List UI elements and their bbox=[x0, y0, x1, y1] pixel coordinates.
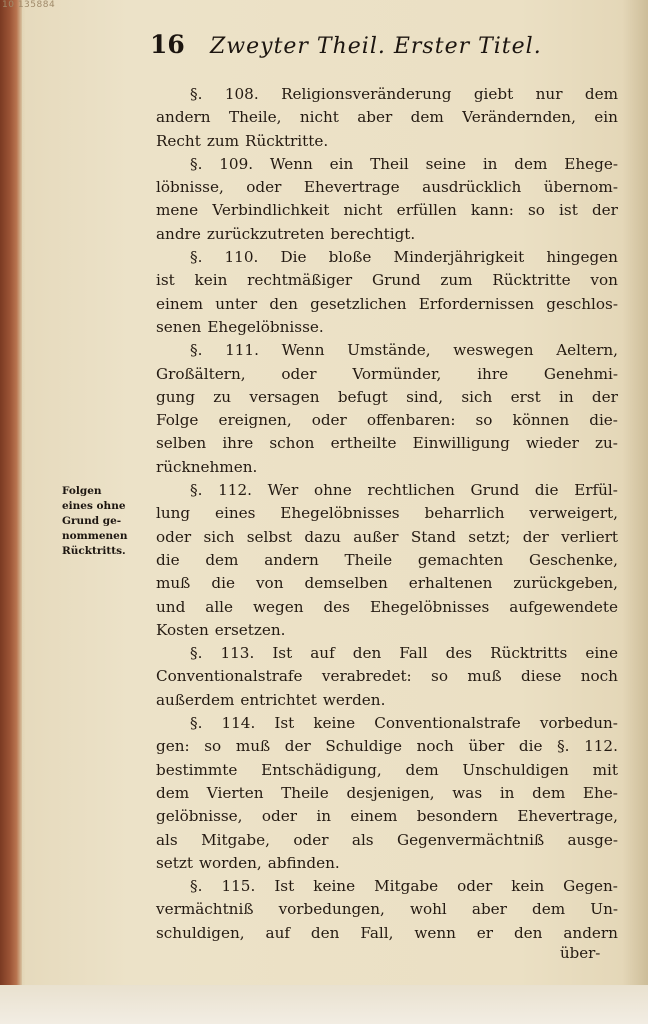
page-bottom-margin bbox=[0, 985, 648, 1024]
word: der bbox=[591, 387, 618, 406]
word: andern bbox=[264, 550, 319, 569]
word: ausge- bbox=[567, 830, 618, 849]
word: Vierten bbox=[206, 783, 264, 802]
word: ausdrücklich bbox=[422, 178, 522, 197]
word: Wer bbox=[267, 481, 299, 500]
word: ohne bbox=[313, 481, 352, 500]
word: wenn bbox=[414, 923, 456, 942]
text-line bbox=[156, 409, 618, 432]
word: rechtmäßiger bbox=[247, 271, 353, 290]
text-line bbox=[156, 176, 618, 199]
word: dem bbox=[205, 550, 239, 569]
word: die bbox=[156, 550, 180, 569]
word: Grund bbox=[470, 481, 520, 500]
text-line bbox=[156, 502, 618, 525]
word: den bbox=[513, 923, 543, 942]
word: keine bbox=[313, 877, 356, 896]
text-line bbox=[156, 852, 618, 875]
word: eines bbox=[215, 504, 256, 523]
word: hingegen bbox=[546, 248, 618, 267]
text-line bbox=[156, 526, 618, 549]
word: Conventionalstrafe bbox=[156, 667, 303, 686]
word: selbst bbox=[246, 527, 293, 546]
word: die bbox=[534, 481, 559, 500]
word: zu- bbox=[595, 434, 618, 453]
word: so bbox=[527, 201, 545, 220]
word: setzt bbox=[156, 853, 193, 872]
word: Ehevertrage, bbox=[517, 807, 618, 826]
word: erst bbox=[510, 387, 541, 406]
word: Wenn bbox=[281, 341, 325, 360]
word: andre bbox=[156, 224, 201, 243]
text-line bbox=[156, 642, 618, 665]
word: Ist bbox=[274, 714, 295, 733]
word: Gegenvermächtniß bbox=[397, 830, 545, 849]
word: beharrlich bbox=[424, 504, 505, 523]
word: was bbox=[452, 783, 483, 802]
word: verliert bbox=[561, 527, 618, 546]
word: nicht bbox=[299, 108, 339, 127]
word: mene bbox=[156, 201, 199, 220]
word: aufgewendete bbox=[509, 597, 618, 616]
word: §. bbox=[190, 154, 203, 173]
word: in bbox=[499, 783, 515, 802]
text-line bbox=[156, 875, 618, 898]
word: rechtlichen bbox=[367, 481, 455, 500]
word: zurückgeben, bbox=[513, 574, 618, 593]
word: Verändernden, bbox=[462, 108, 576, 127]
word: sich bbox=[461, 387, 493, 406]
word: oder bbox=[246, 178, 282, 197]
word: löbnisse, bbox=[156, 178, 224, 197]
text-line bbox=[156, 619, 618, 642]
word: als bbox=[156, 830, 178, 849]
word: Grund bbox=[371, 271, 421, 290]
word: den bbox=[352, 644, 382, 663]
word: in bbox=[316, 807, 331, 826]
word: ein bbox=[329, 154, 354, 173]
word: Gegen- bbox=[563, 877, 618, 896]
word: ertheilte bbox=[330, 434, 397, 453]
word: nicht bbox=[343, 201, 383, 220]
text-line bbox=[156, 479, 618, 502]
word: sich bbox=[203, 527, 235, 546]
word: als bbox=[351, 830, 374, 849]
word: Conventionalstrafe bbox=[374, 714, 521, 733]
text-line bbox=[156, 153, 618, 176]
word: versagen bbox=[249, 387, 320, 406]
word: rücknehmen. bbox=[156, 457, 258, 476]
text-line bbox=[156, 922, 618, 945]
word: Ist bbox=[274, 877, 295, 896]
word: 110. bbox=[224, 248, 259, 267]
word: Geschenke, bbox=[528, 550, 618, 569]
word: aber bbox=[471, 900, 507, 919]
word: muß bbox=[235, 737, 271, 756]
word: andern bbox=[156, 108, 211, 127]
word: gelöbnisse, bbox=[156, 807, 243, 826]
word: Unschuldigen bbox=[462, 760, 569, 779]
word: auf bbox=[265, 923, 290, 942]
word: verweigert, bbox=[529, 504, 618, 523]
word: Theile bbox=[281, 783, 329, 802]
word: 114. bbox=[221, 714, 256, 733]
word: außer bbox=[353, 527, 399, 546]
word: dem bbox=[514, 154, 548, 173]
page-number: 16 bbox=[150, 30, 185, 59]
word: Ehegelöbnisses bbox=[369, 597, 490, 616]
word: Ehegelöbnisse. bbox=[207, 317, 324, 336]
text-line bbox=[156, 549, 618, 572]
word: der bbox=[284, 737, 311, 756]
text-line bbox=[156, 106, 618, 129]
word: offenbaren: bbox=[366, 411, 456, 430]
word: setzt; bbox=[468, 527, 511, 546]
margin-note-line: Rücktritts. bbox=[62, 545, 126, 557]
word: einem bbox=[350, 807, 398, 826]
word: Genehmi- bbox=[543, 364, 618, 383]
word: schuldigen, bbox=[156, 923, 245, 942]
word: einem bbox=[156, 294, 204, 313]
word: 112. bbox=[584, 737, 618, 756]
word: Un- bbox=[590, 900, 618, 919]
word: in bbox=[482, 154, 498, 173]
text-line bbox=[156, 665, 618, 688]
word: er bbox=[476, 923, 494, 942]
word: §. bbox=[190, 85, 203, 103]
word: Mitgabe bbox=[374, 877, 439, 896]
word: der bbox=[522, 527, 549, 546]
text-line bbox=[156, 223, 618, 246]
word: §. bbox=[190, 877, 203, 896]
word: berechtigt. bbox=[330, 224, 416, 243]
word: dem bbox=[532, 783, 566, 802]
word: muß bbox=[467, 667, 502, 686]
word: so bbox=[204, 737, 222, 756]
word: können bbox=[512, 411, 570, 430]
text-line bbox=[156, 456, 618, 479]
margin-note bbox=[62, 484, 148, 559]
margin-note-line: eines ohne bbox=[62, 500, 126, 512]
word: gesetzlichen bbox=[310, 294, 407, 313]
word: den bbox=[269, 294, 298, 313]
word: noch bbox=[580, 667, 618, 686]
word: dem bbox=[584, 85, 618, 103]
word: Verbindlichkeit bbox=[212, 201, 330, 220]
word: diese bbox=[521, 667, 562, 686]
word: Kosten bbox=[156, 620, 209, 639]
word: 112. bbox=[218, 481, 252, 500]
word: oder bbox=[293, 830, 329, 849]
word: ein bbox=[594, 108, 618, 127]
word: übernom- bbox=[543, 178, 618, 197]
text-line bbox=[156, 339, 618, 362]
word: 108. bbox=[224, 85, 259, 103]
text-line bbox=[156, 293, 618, 316]
word: Fall bbox=[399, 644, 428, 663]
word: muß bbox=[156, 574, 191, 593]
word: unter bbox=[215, 294, 258, 313]
text-line bbox=[156, 363, 618, 386]
word: gung bbox=[156, 387, 196, 406]
word: der bbox=[591, 201, 618, 220]
word: §. bbox=[557, 737, 570, 756]
word: oder bbox=[261, 807, 297, 826]
word: nur bbox=[535, 85, 563, 103]
word: Theile bbox=[344, 550, 393, 569]
word: Religionsveränderung bbox=[281, 85, 452, 103]
word: aber bbox=[357, 108, 393, 127]
word: außerdem bbox=[156, 690, 235, 709]
word: Theil bbox=[370, 154, 409, 173]
word: Rücktritts bbox=[490, 644, 568, 663]
word: lung bbox=[156, 504, 191, 523]
word: befugt bbox=[337, 387, 388, 406]
word: so bbox=[431, 667, 448, 686]
word: giebt bbox=[473, 85, 514, 103]
text-line bbox=[156, 83, 618, 106]
word: zurückzutreten bbox=[206, 224, 325, 243]
text-line bbox=[156, 898, 618, 921]
word: oder bbox=[156, 527, 192, 546]
word: §. bbox=[190, 644, 203, 663]
word: gemachten bbox=[417, 550, 504, 569]
word: Ist bbox=[272, 644, 293, 663]
word: ereignen, bbox=[218, 411, 292, 430]
word: zum bbox=[206, 131, 240, 150]
text-line bbox=[156, 735, 618, 758]
word: auf bbox=[310, 644, 335, 663]
word: Theile, bbox=[228, 108, 282, 127]
text-line bbox=[156, 596, 618, 619]
word: §. bbox=[190, 248, 203, 267]
word: die bbox=[518, 737, 543, 756]
text-line bbox=[156, 130, 618, 153]
word: Einwilligung bbox=[412, 434, 510, 453]
word: über bbox=[468, 737, 505, 756]
word: dem bbox=[532, 900, 566, 919]
word: dazu bbox=[304, 527, 341, 546]
text-line bbox=[156, 712, 618, 735]
word: ersetzen. bbox=[214, 620, 286, 639]
word: Ehevertrage bbox=[303, 178, 400, 197]
word: Entschädigung, bbox=[261, 760, 382, 779]
word: die- bbox=[589, 411, 618, 430]
word: schon bbox=[269, 434, 315, 453]
word: oder bbox=[457, 877, 493, 896]
margin-note-line: Folgen bbox=[62, 485, 102, 497]
word: kein bbox=[194, 271, 228, 290]
word: von bbox=[590, 271, 618, 290]
word: werden. bbox=[322, 690, 386, 709]
word: worden, bbox=[199, 853, 262, 872]
word: erfüllen bbox=[396, 201, 457, 220]
word: §. bbox=[190, 341, 203, 360]
text-line bbox=[156, 386, 618, 409]
margin-note-line: Grund ge- bbox=[62, 515, 122, 527]
text-line bbox=[156, 316, 618, 339]
word: besondern bbox=[416, 807, 498, 826]
word: alle bbox=[205, 597, 234, 616]
word: vorbedungen, bbox=[278, 900, 385, 919]
word: Aeltern, bbox=[556, 341, 618, 360]
word: senen bbox=[156, 317, 202, 336]
word: von bbox=[255, 574, 284, 593]
word: seine bbox=[425, 154, 466, 173]
word: vermächtniß bbox=[156, 900, 254, 919]
word: erhaltenen bbox=[408, 574, 493, 593]
word: zum bbox=[440, 271, 473, 290]
word: Mitgabe, bbox=[201, 830, 270, 849]
word: Erfordernissen bbox=[418, 294, 535, 313]
text-line bbox=[156, 759, 618, 782]
word: Ehege- bbox=[564, 154, 618, 173]
word: Ehe- bbox=[582, 783, 618, 802]
word: Umstände, bbox=[347, 341, 431, 360]
word: wieder bbox=[526, 434, 579, 453]
margin-note-line: nommenen bbox=[62, 530, 128, 542]
word: oder bbox=[311, 411, 347, 430]
word: Rücktritte. bbox=[245, 131, 329, 150]
word: abfinden. bbox=[267, 853, 340, 872]
word: andern bbox=[563, 923, 618, 942]
word: Fall, bbox=[360, 923, 394, 942]
word: Minderjährigkeit bbox=[393, 248, 525, 267]
word: Großältern, bbox=[156, 364, 246, 383]
text-line bbox=[156, 432, 618, 455]
word: weswegen bbox=[453, 341, 534, 360]
library-stamp: 10 135884 bbox=[2, 0, 56, 10]
running-head: Zweyter Theil. Erster Titel. bbox=[210, 34, 542, 59]
word: sind, bbox=[406, 387, 444, 406]
word: §. bbox=[190, 714, 203, 733]
word: Die bbox=[280, 248, 307, 267]
word: 115. bbox=[221, 877, 256, 896]
word: Vormünder, bbox=[352, 364, 442, 383]
word: §. bbox=[190, 481, 203, 500]
word: desjenigen, bbox=[346, 783, 435, 802]
word: Erfül- bbox=[574, 481, 618, 500]
word: ihre bbox=[222, 434, 254, 453]
text-line bbox=[156, 782, 618, 805]
word: dem bbox=[156, 783, 190, 802]
word: Wenn bbox=[269, 154, 313, 173]
word: in bbox=[559, 387, 574, 406]
word: zu bbox=[213, 387, 232, 406]
word: Ehegelöbnisses bbox=[280, 504, 400, 523]
word: wegen bbox=[253, 597, 304, 616]
text-line bbox=[156, 805, 618, 828]
word: ihre bbox=[477, 364, 509, 383]
word: 109. bbox=[219, 154, 254, 173]
text-line bbox=[156, 246, 618, 269]
word: und bbox=[156, 597, 186, 616]
catchword: über- bbox=[560, 944, 601, 962]
word: entrichtet bbox=[240, 690, 317, 709]
word: mit bbox=[592, 760, 618, 779]
word: kann: bbox=[470, 201, 514, 220]
word: eine bbox=[585, 644, 618, 663]
text-line bbox=[156, 269, 618, 292]
word: dem bbox=[405, 760, 439, 779]
book-spine-edge bbox=[0, 0, 22, 985]
word: vorbedun- bbox=[539, 714, 618, 733]
word: wohl bbox=[410, 900, 447, 919]
word: Folge bbox=[156, 411, 199, 430]
word: die bbox=[211, 574, 235, 593]
word: Recht bbox=[156, 131, 201, 150]
word: Stand bbox=[410, 527, 456, 546]
word: 111. bbox=[225, 341, 259, 360]
word: bloße bbox=[328, 248, 372, 267]
word: den bbox=[310, 923, 340, 942]
word: Rücktritte bbox=[492, 271, 571, 290]
word: geschlos- bbox=[546, 294, 618, 313]
word: selben bbox=[156, 434, 207, 453]
text-line bbox=[156, 199, 618, 222]
body-text bbox=[156, 83, 618, 945]
word: 113. bbox=[220, 644, 255, 663]
word: noch bbox=[416, 737, 454, 756]
word: dem bbox=[410, 108, 444, 127]
word: oder bbox=[281, 364, 317, 383]
text-line bbox=[156, 572, 618, 595]
page-header bbox=[150, 30, 620, 66]
word: verabredet: bbox=[321, 667, 412, 686]
word: bestimmte bbox=[156, 760, 238, 779]
text-line bbox=[156, 829, 618, 852]
word: ist bbox=[156, 271, 175, 290]
text-line bbox=[156, 689, 618, 712]
word: gen: bbox=[156, 737, 190, 756]
word: des bbox=[323, 597, 350, 616]
word: demselben bbox=[304, 574, 388, 593]
word: kein bbox=[511, 877, 545, 896]
word: keine bbox=[313, 714, 356, 733]
word: ist bbox=[559, 201, 578, 220]
word: so bbox=[475, 411, 493, 430]
word: des bbox=[445, 644, 473, 663]
word: Schuldige bbox=[325, 737, 402, 756]
